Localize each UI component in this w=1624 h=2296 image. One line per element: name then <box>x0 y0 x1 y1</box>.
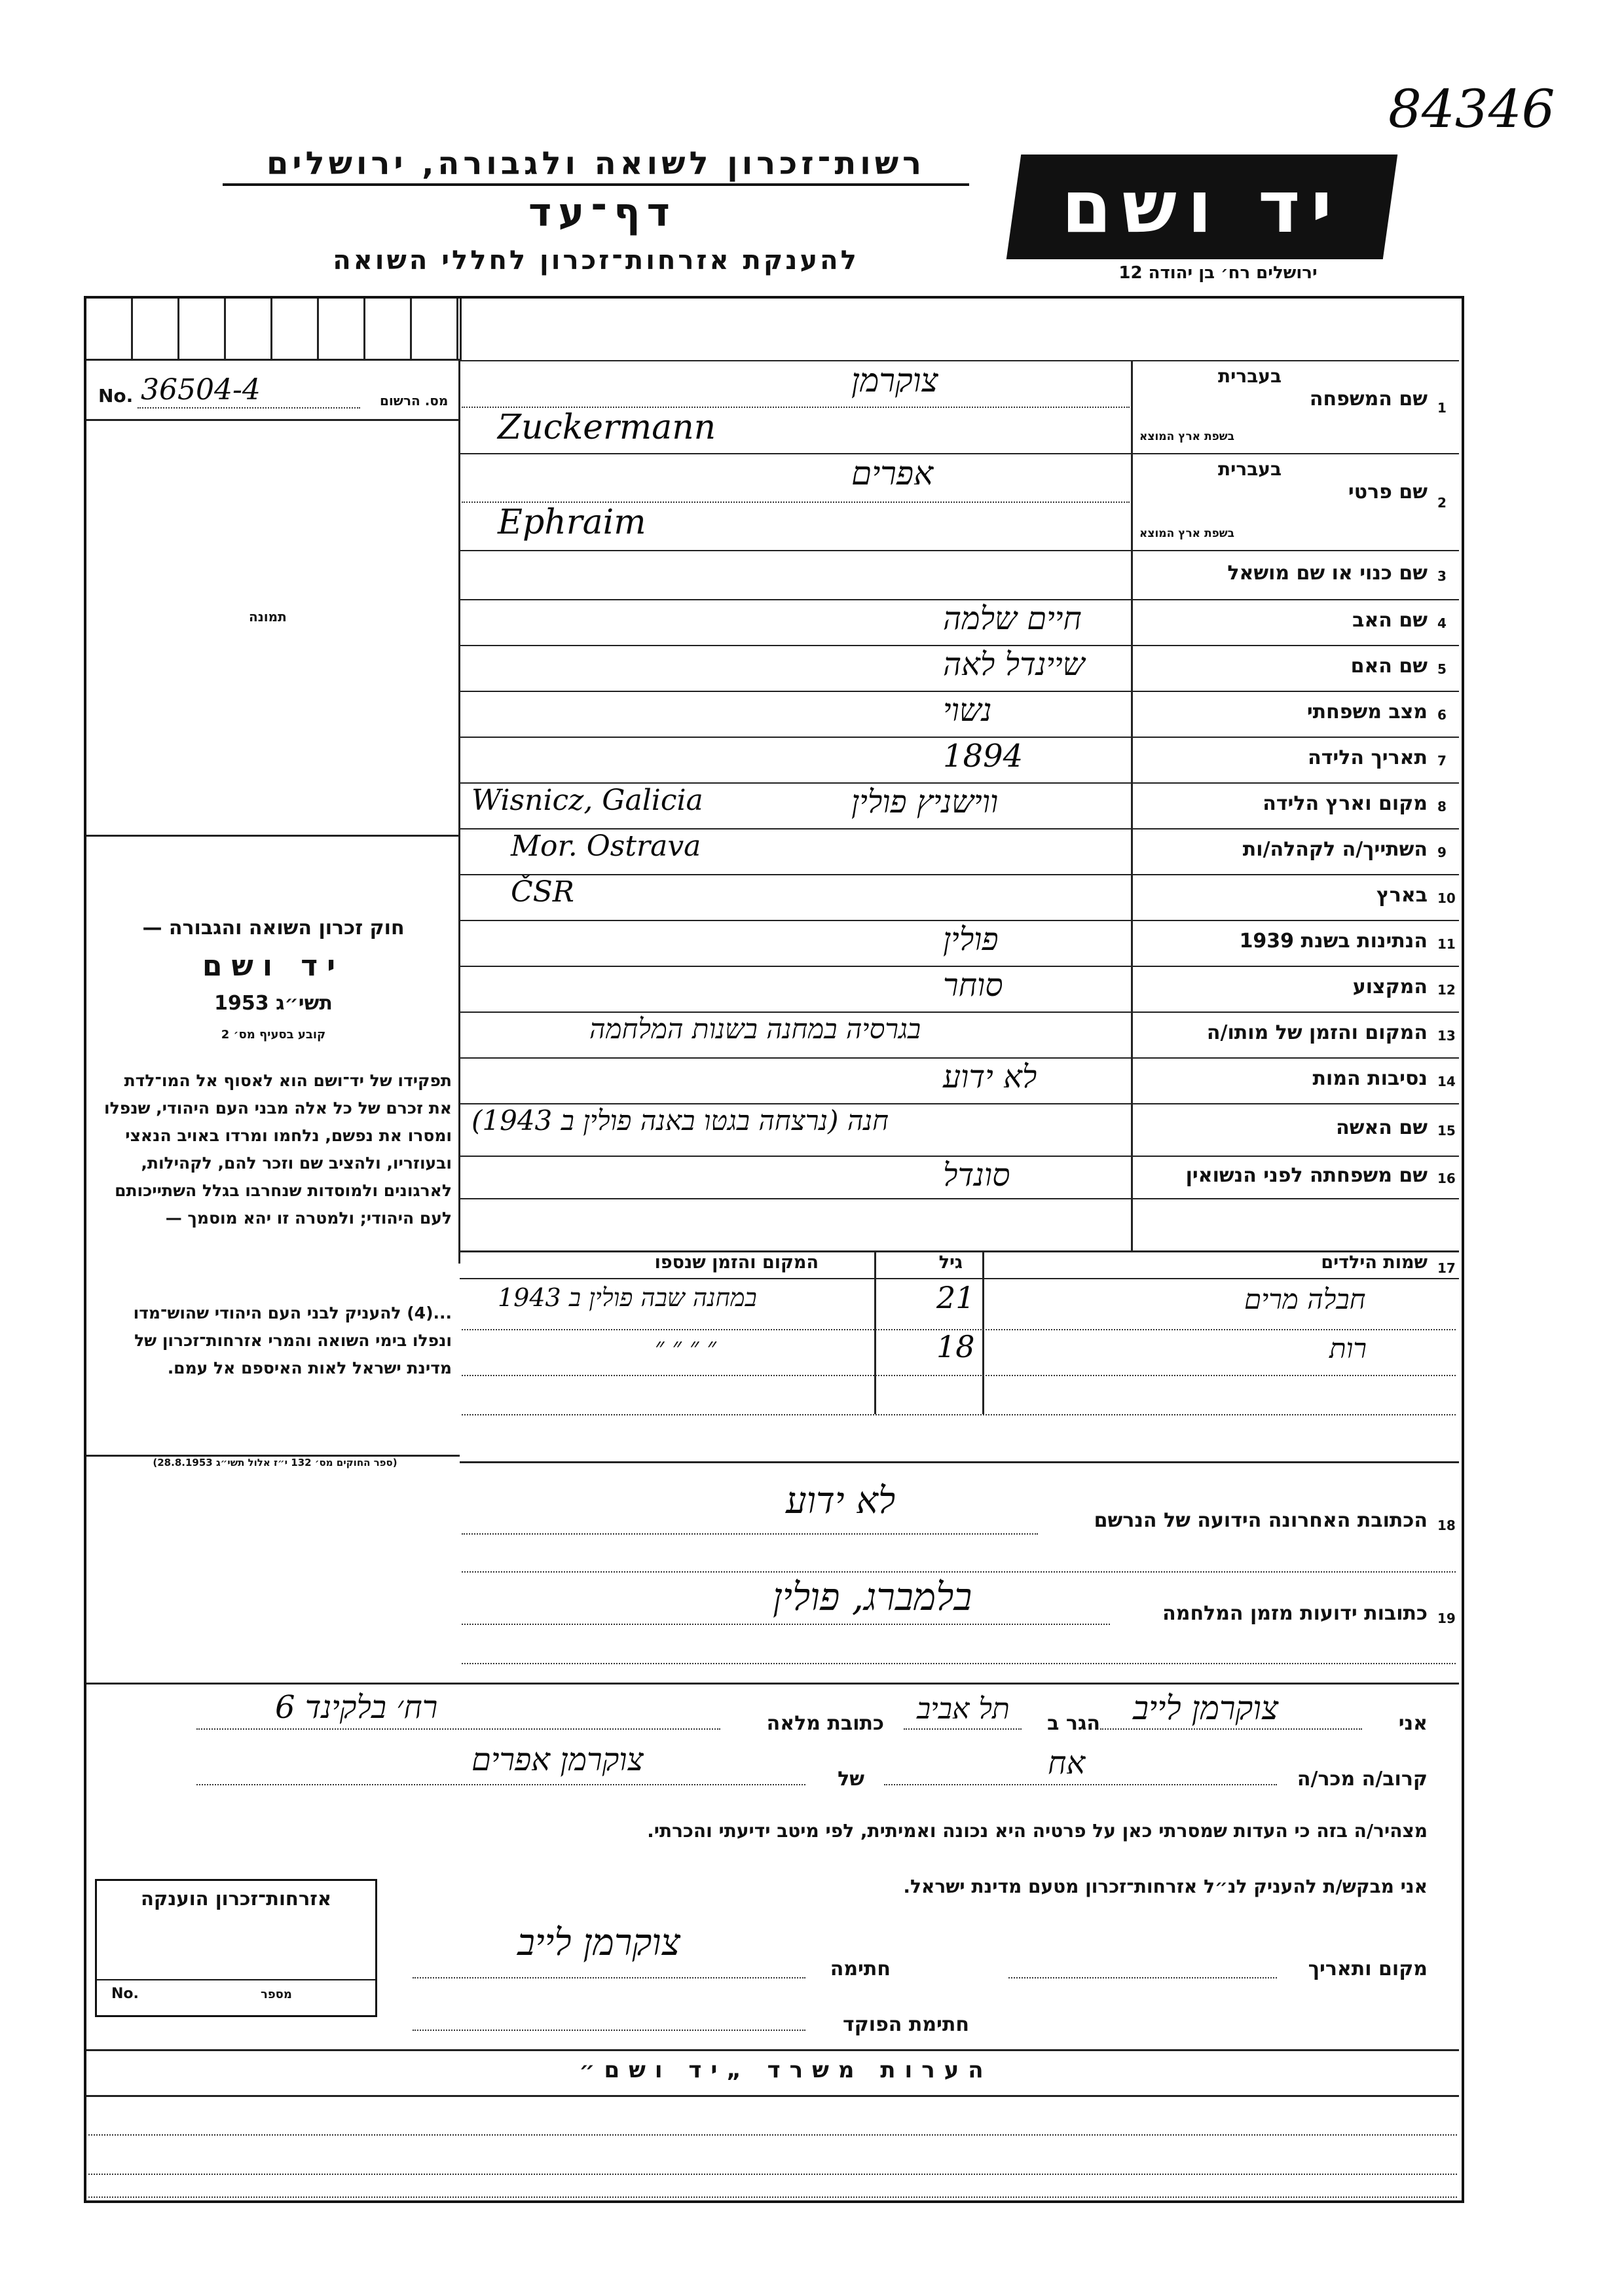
field-2-sub-hebrew: בעברית <box>1218 458 1282 480</box>
field-8-value: ווישניץ פולין <box>851 784 999 820</box>
decl-ani: אני <box>1398 1712 1428 1735</box>
file-number: 84346 <box>1388 79 1555 139</box>
field-9-number: 9 <box>1437 845 1447 860</box>
field-16-value: סונדל <box>943 1157 1010 1194</box>
field-4-label: שם האב <box>1352 609 1428 632</box>
field-2-value-hebrew: אפרים <box>851 454 934 492</box>
field-2-sub-origin: בשפת ארץ המוצא <box>1139 527 1235 540</box>
law-note: קובע בסעיף מס׳ 2 <box>221 1028 326 1042</box>
child-1-name: חבלה מרים <box>1244 1283 1366 1315</box>
remarks-title: הערות משרד „יד ושם״ <box>579 2057 993 2083</box>
field-19-label: כתובות ידועות מזמן המלחמה <box>1162 1602 1428 1625</box>
field-13-number: 13 <box>1437 1028 1456 1044</box>
decl-request: אני מבקש/ת להעניק לנ״ל אזרחות־זכרון מטעם מדינת ישראל. <box>903 1876 1428 1897</box>
field-16-number: 16 <box>1437 1170 1456 1186</box>
field-2-label: שם פרטי <box>1348 481 1428 503</box>
field-8-value-origin: Wisnicz, Galicia <box>471 784 703 817</box>
decl-official: חתימת הפוקד <box>843 2013 969 2036</box>
field-16-label: שם משפחתה לפני הנשואין <box>1185 1163 1428 1187</box>
registration-label: מס. הרשום <box>380 393 449 409</box>
law-title: חוק זכרון השואה והגבורה — <box>142 917 405 939</box>
children-col-names: שמות הילדים <box>1321 1252 1428 1273</box>
children-col-age: גיל <box>938 1252 963 1273</box>
field-13-value: בגרסיה במחנה בשנות המלחמה <box>589 1013 921 1045</box>
law-name: יד ושם <box>202 949 345 983</box>
field-5-number: 5 <box>1437 661 1447 677</box>
field-10-label: בארץ <box>1376 884 1428 907</box>
field-19-value: בלמברג, פולין <box>773 1575 972 1619</box>
field-4-value: חיים שלמה <box>943 600 1082 637</box>
field-7-value: 1894 <box>943 738 1024 774</box>
field-1-number: 1 <box>1437 400 1447 416</box>
decl-address-label: כתובת מלאה <box>766 1712 884 1735</box>
field-3-number: 3 <box>1437 568 1447 584</box>
decl-address: רח׳ בלקינד 6 <box>275 1689 438 1726</box>
authority-name: רשות־זכרון לשואה ולגבורה, ירושלים <box>223 145 969 186</box>
field-12-label: המקצוע <box>1352 975 1428 998</box>
field-11-label: הנתינות בשנת 1939 <box>1239 930 1428 953</box>
field-18-value: לא ידוע <box>786 1480 896 1522</box>
field-14-value: לא ידוע <box>943 1059 1037 1095</box>
field-19-number: 19 <box>1437 1611 1456 1626</box>
yad-vashem-logo <box>1006 155 1397 259</box>
field-6-label: מצב משפחתי <box>1306 701 1428 723</box>
photo-label: תמונה <box>249 609 287 625</box>
field-18-number: 18 <box>1437 1518 1456 1533</box>
child-2-place: ״ ״ ״ ״ <box>655 1332 716 1361</box>
field-12-value: סוחר <box>943 967 1003 1004</box>
label-column-divider <box>1131 360 1133 1250</box>
field-6-value: נשוי <box>943 692 992 729</box>
stamp-no: No. <box>111 1986 139 2002</box>
citizenship-stamp-box <box>95 1879 377 2017</box>
field-5-value: שיינדל לאה <box>943 646 1085 683</box>
field-7-label: תאריך הלידה <box>1308 746 1428 769</box>
field-1-sub-hebrew: בעברית <box>1218 365 1282 387</box>
field-6-number: 6 <box>1437 707 1447 723</box>
registration-prefix: No. <box>98 385 134 407</box>
decl-city: תל אביב <box>917 1692 1010 1726</box>
form-subtitle: להענקת אזרחות־זכרון לחללי השואה <box>333 246 859 276</box>
field-14-number: 14 <box>1437 1074 1456 1089</box>
field-12-number: 12 <box>1437 982 1456 998</box>
field-15-value: חנה (נרצחה בגטו באנה פולין ב 1943) <box>471 1104 889 1137</box>
field-15-label: שם האשה <box>1336 1116 1428 1139</box>
logo-address: ירושלים רח׳ בן יהודה 12 <box>1118 263 1318 283</box>
field-2-number: 2 <box>1437 495 1447 511</box>
decl-signature: צוקרמן לייב <box>517 1922 680 1964</box>
stamp-number: מספר <box>261 1988 292 2001</box>
field-11-value: פולין <box>943 921 999 958</box>
field-1-sub-origin: בשפת ארץ המוצא <box>1139 430 1235 443</box>
field-4-number: 4 <box>1437 615 1447 631</box>
decl-signature-label: חתימה <box>830 1958 891 1980</box>
field-10-value-origin: ČSR <box>511 875 574 909</box>
field-11-number: 11 <box>1437 936 1456 952</box>
decl-place-date: מקום ותאריך <box>1308 1958 1428 1980</box>
field-15-number: 15 <box>1437 1123 1456 1139</box>
field-1-label: שם המשפחה <box>1309 388 1428 410</box>
field-18-label: הכתובת האחרונה הידועה של הנרשם <box>1094 1509 1428 1532</box>
registration-value: 36504-4 <box>141 373 261 407</box>
children-field-number: 17 <box>1437 1260 1456 1276</box>
child-1-age: 21 <box>936 1280 975 1315</box>
decl-name: צוקרמן לייב <box>1133 1689 1279 1727</box>
field-9-label: השתייך/ה לקהלה/ות <box>1242 838 1428 861</box>
decl-statement: מצהיר/ה בזה כי העדות שמסרתי כאן על פרטיה היא נכונה ואמיתית, לפי מיטב ידיעתי והכרתי. <box>647 1820 1428 1842</box>
top-tick-row <box>86 299 462 361</box>
field-10-number: 10 <box>1437 890 1456 906</box>
law-paragraph-2: ...(4) להעניק לבני העם היהודי שהוש־מדו ונפלו בימי השואה והמרי אזרחות־זכרון של מדינת ישראל לאות האיספם אל עמם. <box>133 1303 452 1377</box>
children-col-place: המקום והזמן שנספו <box>654 1252 819 1273</box>
decl-of-name: צוקרמן אפרים <box>471 1741 644 1778</box>
law-paragraph-1: תפקידו של יד־ושם הוא לאסוף אל המו־לדת את זכרם של כל אלה מבני העם היהודי, שנפלו ומסרו את נפשם, נלחמו ומרדו באויב הנאצי ובעוזריו, ולהציב שם וזכר להם, לקהילות, לארגונים ולמוסדות שנחרבו בגלל השתייכותם לעם היהודי; ולמטרה זו יהא מוסמך — <box>104 1071 452 1228</box>
field-1-value-origin: Zuckermann <box>498 408 716 447</box>
field-2-value-origin: Ephraim <box>498 503 646 542</box>
law-year: תשי״ג 1953 <box>214 992 333 1015</box>
field-5-label: שם האם <box>1350 655 1428 678</box>
decl-relative-label: קרוב/ה מכר/ה <box>1297 1768 1428 1791</box>
field-13-label: המקום והזמן של מותו/ה <box>1206 1021 1428 1044</box>
form-title: דף־עד <box>528 190 676 236</box>
logo-text: יד ושם <box>1061 165 1343 249</box>
field-1-value-hebrew: צוקרמן <box>851 361 938 399</box>
field-3-label: שם כנוי או שם מושאל <box>1227 561 1428 585</box>
field-8-number: 8 <box>1437 799 1447 814</box>
child-2-name: רות <box>1329 1332 1367 1364</box>
field-7-number: 7 <box>1437 753 1447 769</box>
decl-of: של <box>838 1768 864 1791</box>
field-9-value-origin: Mor. Ostrava <box>511 829 701 863</box>
law-citation: (ספר החוקים מס׳ 132 י״ז אלול תשי״ג 28.8.1953) <box>153 1457 397 1468</box>
field-8-label: מקום וארץ הלידה <box>1263 792 1428 815</box>
field-14-label: נסיבות המות <box>1312 1067 1428 1090</box>
stamp-title: אזרחות־זכרון הוענקה <box>140 1887 332 1910</box>
child-2-age: 18 <box>936 1329 975 1364</box>
child-1-place: במחנה שבה פולין ב 1943 <box>498 1283 757 1312</box>
decl-relative: אח <box>1048 1745 1086 1781</box>
decl-resident: הגר ב <box>1047 1712 1100 1735</box>
left-column-divider <box>458 360 460 1264</box>
